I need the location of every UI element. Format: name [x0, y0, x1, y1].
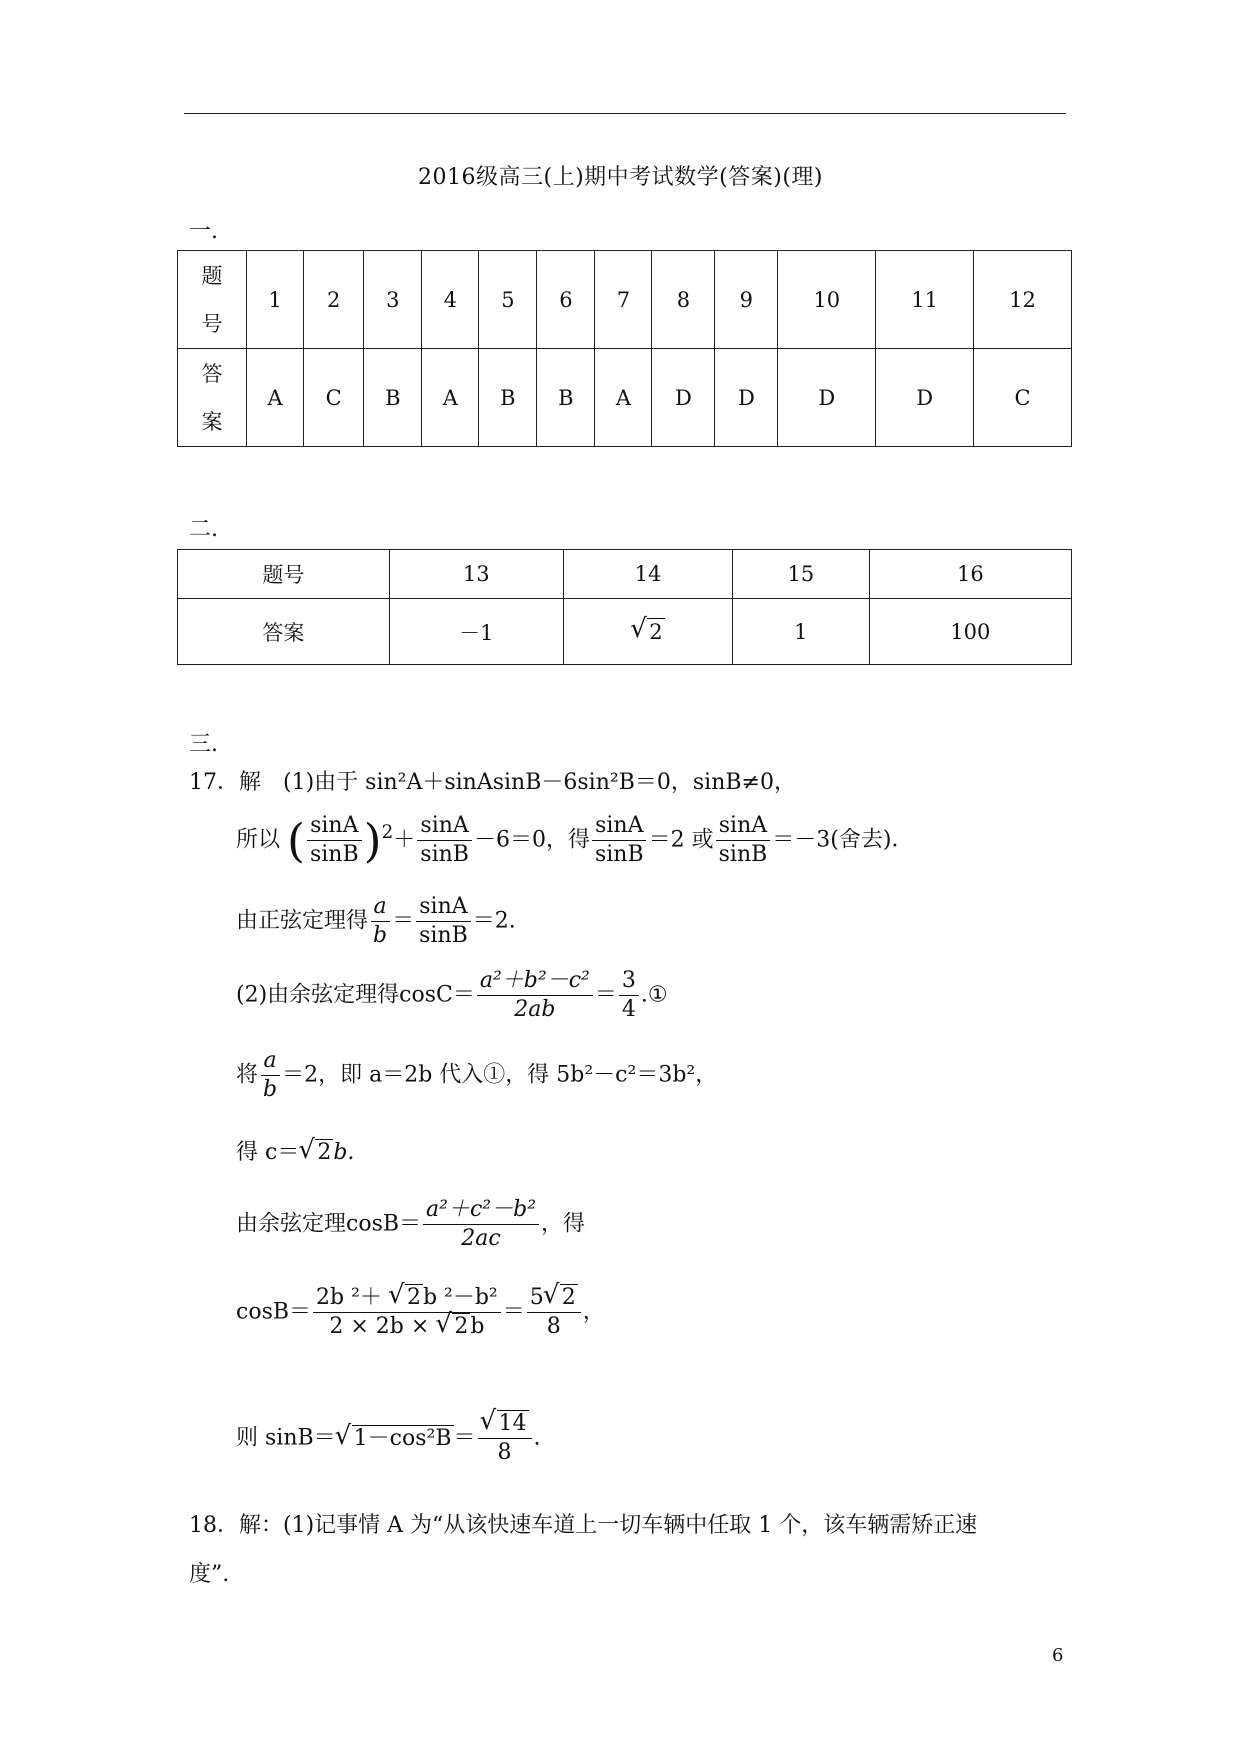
- answer-table-2: [177, 549, 1072, 665]
- question-number: 1: [247, 251, 304, 349]
- fraction: $\frac{\text{a²＋c²－b²}}{2ac}$: [423, 1196, 539, 1253]
- question-number: 8: [652, 251, 715, 349]
- answer-cell: 100: [869, 599, 1071, 665]
- question-number: 13: [389, 550, 563, 599]
- answer-cell: A: [595, 349, 652, 447]
- question-number: 3: [364, 251, 422, 349]
- question-number: 14: [563, 550, 732, 599]
- table-row: [178, 349, 1072, 447]
- section-2-label: 二.: [189, 517, 218, 542]
- header-label-cell: 题 号: [178, 251, 247, 349]
- q17-line-6: 得 c＝√ 2b.: [236, 1135, 354, 1166]
- section-3-label: 三.: [189, 732, 218, 757]
- answer-cell: C: [974, 349, 1072, 447]
- answer-cell: [563, 599, 732, 665]
- q17-line-1: 17．解 (1)由于 sin²A＋sinAsinB－6sin²B＝0，sinB≠0，: [189, 770, 796, 795]
- q18-line-1: 18．解：(1)记事情 A 为“从该快速车道上一切车辆中任取 1 个，该车辆需矫正速: [189, 1513, 978, 1538]
- fraction: $\frac{\text{a²＋b²－c²}}{2ab}$: [477, 967, 593, 1024]
- table-row: [178, 599, 1072, 665]
- answer-cell: D: [876, 349, 974, 447]
- answer-label-cell: 答案: [178, 599, 390, 665]
- question-number: 4: [422, 251, 479, 349]
- q17-line-3: 由正弦定理得 $\frac{a}{b}$ ＝ $\frac{\sin A}{\sin B}$ ＝2.: [236, 894, 516, 948]
- q17-line-7: 由余弦定理cosB＝ $\frac{\text{a²＋c²－b²}}{2ac}$ ，得: [236, 1197, 586, 1251]
- question-number: 9: [715, 251, 778, 349]
- answer-table-1: [177, 250, 1072, 447]
- table-row: [178, 251, 1072, 349]
- q17-line-4: (2)由余弦定理得cosC＝ $\frac{\text{a²＋b²－c²}}{2ab}$ ＝ $\frac{3}{4}$ .①: [236, 968, 668, 1022]
- question-number: 12: [974, 251, 1072, 349]
- fraction: $\frac{\sin A}{\sin B}$: [307, 812, 362, 869]
- answer-cell: D: [652, 349, 715, 447]
- header-rule: [184, 113, 1066, 114]
- answer-cell: A: [247, 349, 304, 447]
- section-1-label: 一.: [189, 219, 218, 244]
- answer-cell: A: [422, 349, 479, 447]
- question-number: 6: [537, 251, 595, 349]
- answer-cell: D: [778, 349, 876, 447]
- answer-cell: B: [479, 349, 537, 447]
- sqrt-answer: √ 2: [647, 618, 664, 645]
- q18-line-2: 度”.: [189, 1562, 230, 1587]
- question-number: 2: [304, 251, 364, 349]
- page-number: 6: [1052, 1645, 1064, 1666]
- question-number: 16: [869, 550, 1071, 599]
- answer-cell: D: [715, 349, 778, 447]
- answer-cell: B: [537, 349, 595, 447]
- fraction: $\frac{\sin A}{\sin B}$: [416, 893, 471, 950]
- question-number: 15: [733, 550, 870, 599]
- fraction: $\frac{3}{4}$: [619, 967, 639, 1024]
- table-row: [178, 550, 1072, 599]
- q17-line-5: 将 $\frac{a}{b}$ ＝2，即 a＝2b 代入①，得 5b²－c²＝3b²，: [236, 1048, 718, 1102]
- fraction: √ $\frac{14}{8}$: [478, 1410, 532, 1467]
- question-number: 10: [778, 251, 876, 349]
- question-number: 5: [479, 251, 537, 349]
- fraction: $\frac{a}{b}$: [370, 893, 390, 950]
- answer-cell: －1: [389, 599, 563, 665]
- page-title: 2016级高三(上)期中考试数学(答案)(理): [418, 165, 823, 190]
- question-number: 11: [876, 251, 974, 349]
- q17-line-2: 所以 ( $\frac{\sin A}{\sin B}$ )$^2$＋ $\frac{\sin A}{\sin B}$ －6＝0，得 $\frac{\sin A}{\sin B}$ ＝2 或 $\frac{\sin A}{\sin B}$ ＝－3(舍去)．: [236, 813, 914, 868]
- fraction: $\frac{a}{b}$: [260, 1047, 280, 1104]
- answer-cell: B: [364, 349, 422, 447]
- fraction: $\frac{\sin A}{\sin B}$: [417, 812, 472, 869]
- fraction: $\frac{\sin A}{\sin B}$: [716, 812, 771, 869]
- answer-label-cell: 答 案: [178, 349, 247, 447]
- question-number: 7: [595, 251, 652, 349]
- fraction: $\frac{\text{2b ²＋ √ 2b ²－b²}}{2 \times 2b \times √ 2b}$: [313, 1284, 501, 1341]
- q17-line-8: cosB＝ $\frac{\text{2b ²＋ √ 2b ²－b²}}{2 \times 2b \times √ 2b}$ ＝ $\frac{5√ 2}{8}$ ，: [236, 1284, 605, 1341]
- answer-cell: C: [304, 349, 364, 447]
- fraction: $\frac{5√ 2}{8}$: [527, 1284, 581, 1341]
- header-label-cell: 题号: [178, 550, 390, 599]
- answer-cell: 1: [733, 599, 870, 665]
- q17-line-9: 则 sinB＝√ 1－cos²B＝ √ $\frac{14}{8}$ .: [236, 1410, 541, 1467]
- fraction: $\frac{\sin A}{\sin B}$: [592, 812, 647, 869]
